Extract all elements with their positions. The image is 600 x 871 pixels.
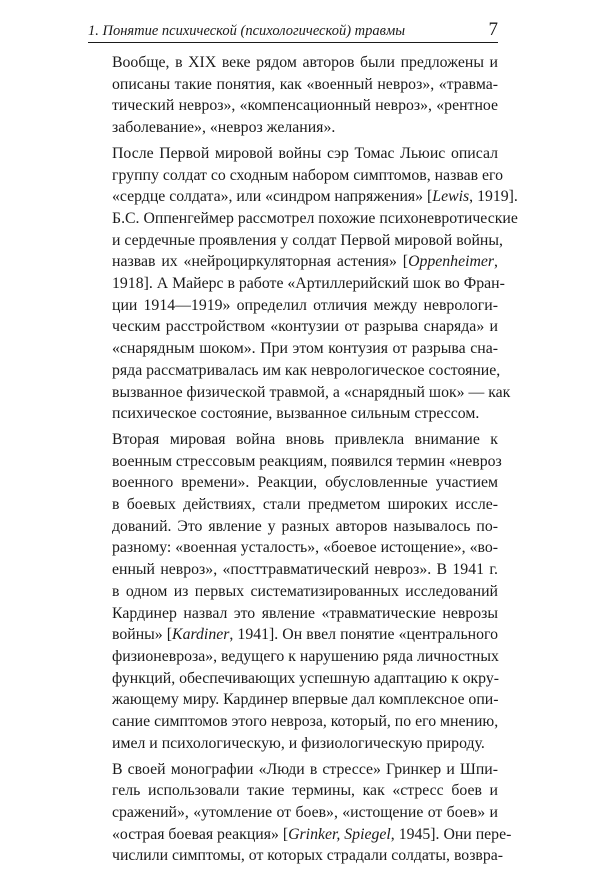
text-line: ции 1914—1919» определил отличия между неврологи-: [112, 296, 498, 314]
page-number: 7: [488, 19, 498, 40]
text-line: функций, обеспечивающих успешную адаптацию к окру-: [112, 669, 500, 687]
text-line: описаны такие понятия, как «военный невроз», «травма-: [112, 75, 498, 93]
text-line: 1918]. А Майерс в работе «Артиллерийский шок во Фран-: [112, 275, 505, 293]
text-line: в одном из первых систематизированных исследований: [112, 582, 498, 600]
paragraph: [88, 143, 518, 425]
text-line: назвав их «нейроциркуляторная астения» [Oppenheimer,: [112, 253, 498, 271]
text-line: разному: «военная усталость», «боевое истощение», «во-: [112, 539, 498, 557]
text-line: жающему миру. Кардинер впервые дал комплексное опи-: [112, 691, 499, 709]
text-line: физионевроза», ведущего к нарушению ряда личностных: [112, 647, 499, 665]
text-line: и сердечные проявления у солдат Первой мировой войны,: [112, 231, 503, 249]
text-line: тический невроз», «компенсационный невроз», «рентное: [112, 97, 498, 115]
text-line: военного времени». Реакции, обусловленные участием: [112, 474, 498, 492]
text-line: группу солдат со сходным набором симптомов, назвав его: [112, 166, 504, 184]
text-line: заболевание», «невроз желания».: [112, 119, 336, 137]
text-line: дований. Это явление у разных авторов называлось по-: [112, 517, 498, 535]
text-line: числили симптомы, от которых страдали солдаты, возвра-: [112, 847, 504, 865]
paragraph: [88, 759, 512, 868]
text-line: психическое состояние, вызванное сильным стрессом.: [112, 405, 480, 423]
text-line: Вообще, в XIX веке рядом авторов были предложены и: [112, 54, 498, 71]
text-line: сание симптомов этого невроза, который, по его мнению,: [112, 713, 499, 731]
text-line: Вторая мировая война вновь привлекла внимание к: [112, 430, 498, 448]
running-header: [88, 19, 498, 46]
text-line: войны» [Kardiner, 1941]. Он ввел понятие «центрального: [112, 626, 498, 644]
text-line: После Первой мировой войны сэр Томас Льюис описал: [112, 144, 498, 162]
chapter-title: 1. Понятие психической (психологической) травмы: [88, 23, 406, 39]
paragraph: [88, 429, 502, 755]
text-line: сражений», «утомление от боев», «истощение от боев» и: [112, 803, 498, 821]
text-line: военным стрессовым реакциям, появился термин «невроз: [112, 452, 502, 470]
text-line: В своей монографии «Люди в стрессе» Гринкер и Шпи-: [112, 760, 498, 778]
text-line: Кардинер назвал это явление «травматические неврозы: [112, 604, 498, 622]
paragraph: [88, 52, 498, 139]
text-line: «сердце солдата», или «синдром напряжения» [Lewis, 1919].: [112, 188, 518, 206]
text-line: ческим расстройством «контузии от разрыва снаряда» и: [112, 318, 498, 336]
text-line: в боевых действиях, стали предметом широких иссле-: [112, 496, 498, 514]
text-line: енный невроз», «посттравматический невроз». В 1941 г.: [112, 561, 498, 579]
text-line: имел и психологическую, и физиологическую природу.: [112, 734, 485, 752]
text-line: вызванное физической травмой, а «снарядный шок» — как: [112, 383, 511, 401]
text-line: ряда рассматривалась им как неврологическое состояние,: [112, 361, 501, 379]
text-line: «снарядным шоком». При этом контузия от разрыва сна-: [112, 340, 498, 358]
text-line: «острая боевая реакция» [Grinker, Spiegel, 1945]. Они пере-: [112, 825, 512, 843]
header-rule: [88, 42, 498, 43]
text-line: Б.С. Оппенгеймер рассмотрел похожие психоневротические: [112, 209, 518, 227]
body-text: [88, 52, 518, 871]
text-line: гель использовали такие термины, как «стресс боев и: [112, 782, 498, 800]
